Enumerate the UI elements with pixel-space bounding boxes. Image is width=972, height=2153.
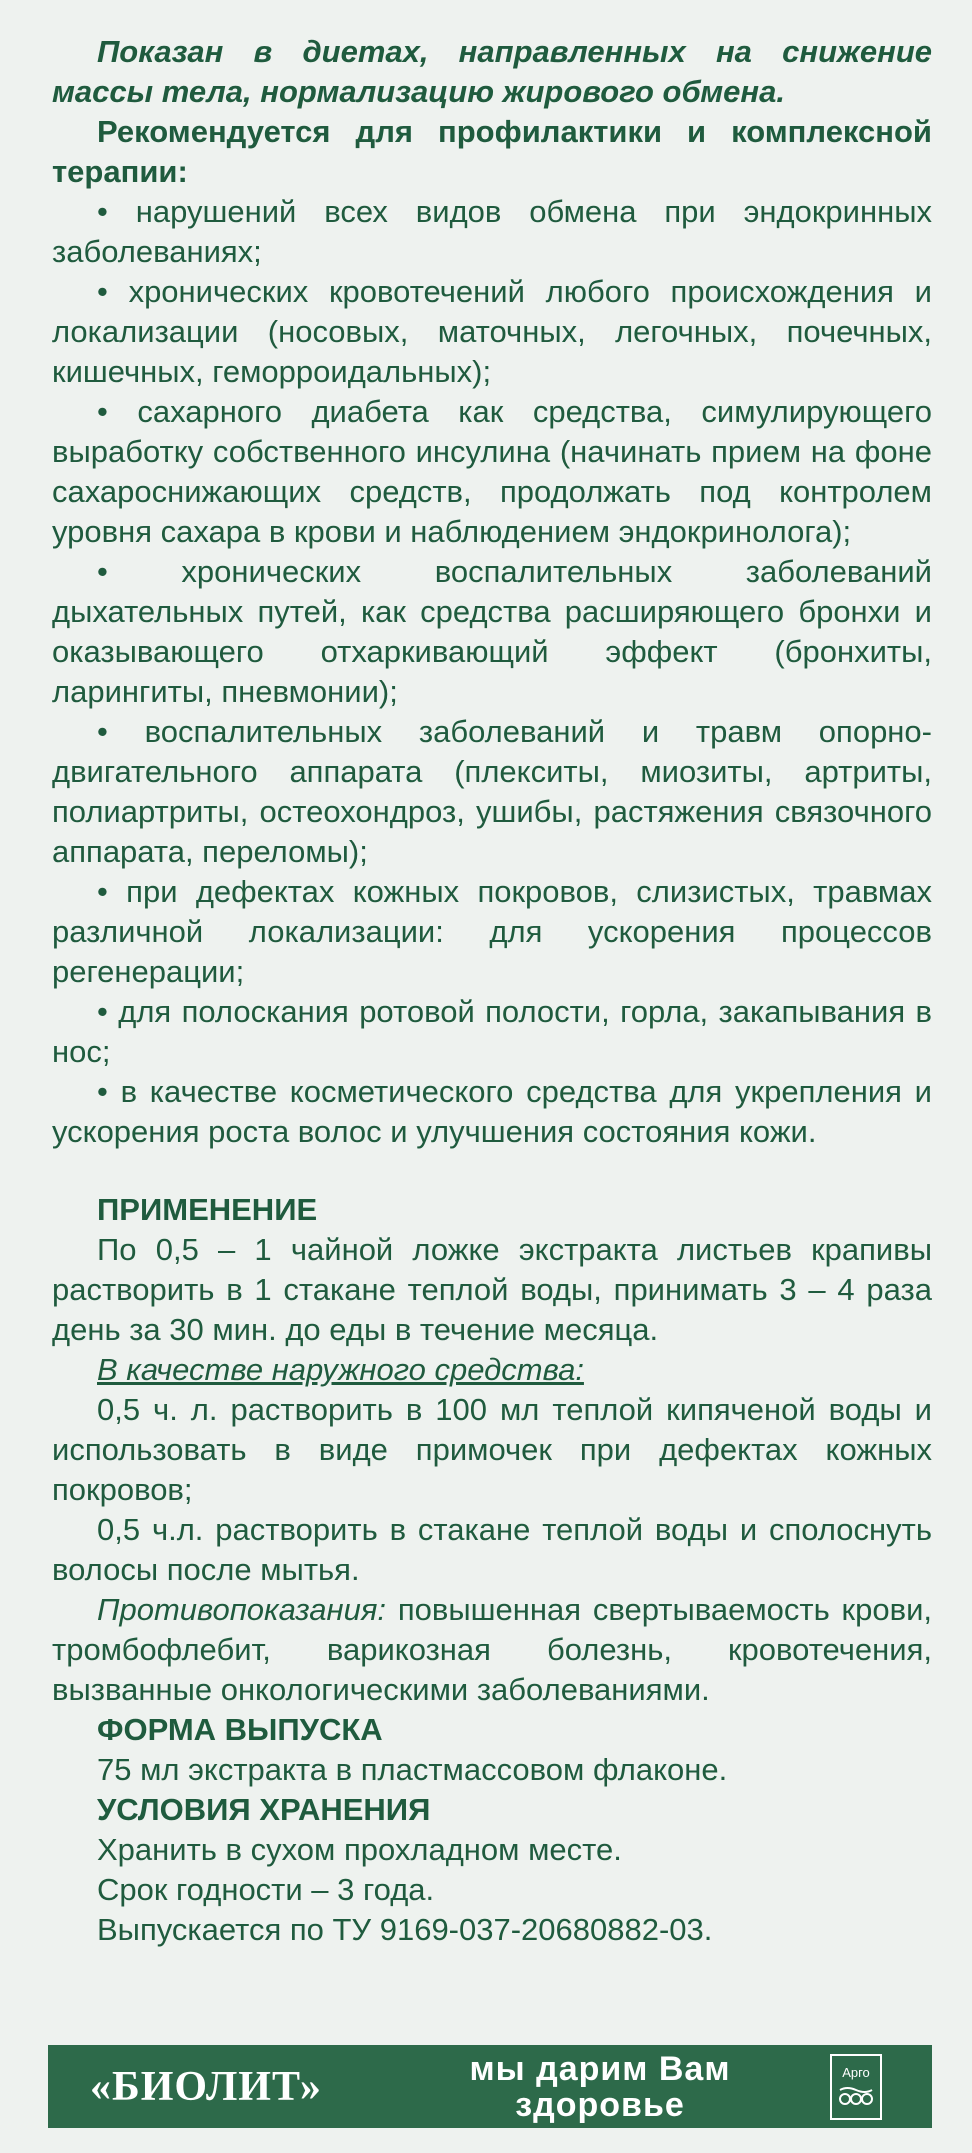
slogan	[390, 2051, 810, 2123]
recommended-heading: Рекомендуется для профилактики и комплексной терапии:	[52, 114, 932, 189]
shelf-life-line: Срок годности – 3 года.	[97, 1872, 435, 1907]
list-item: • в качестве косметического средства для укрепления и ускорения роста волос и улучшения состояния кожи.	[52, 1074, 932, 1149]
list-item: • хронических кровотечений любого происхождения и локализации (носовых, маточных, легочных, почечных, кишечных, геморроидальных);	[52, 274, 932, 389]
contraindications	[52, 1590, 932, 1710]
leaflet-text	[52, 32, 932, 1950]
form-text: 75 мл экстракта в пластмассовом флаконе.	[97, 1752, 728, 1787]
usage-heading: ПРИМЕНЕНИЕ	[97, 1192, 318, 1227]
storage-line: Хранить в сухом прохладном месте.	[97, 1832, 622, 1867]
list-item: • сахарного диабета как средства, симулирующего выработку собственного инсулина (начинать прием на фоне сахароснижающих средств, продолжать под контролем уровня сахара в крови и наблюдением эндокринолога);	[52, 394, 932, 549]
indications-list	[52, 192, 932, 1152]
section-spacer	[52, 1152, 932, 1190]
storage-heading: УСЛОВИЯ ХРАНЕНИЯ	[97, 1792, 431, 1827]
external-use-1: 0,5 ч. л. растворить в 100 мл теплой кипяченой воды и использовать в виде примочек при дефектах кожных покровов;	[52, 1392, 932, 1507]
list-item: • нарушений всех видов обмена при эндокринных заболеваниях;	[52, 194, 932, 269]
diet-indication: Показан в диетах, направленных на снижение массы тела, нормализацию жирового обмена.	[52, 34, 932, 109]
argo-logo-text: Арго	[842, 2064, 870, 2080]
list-item: • воспалительных заболеваний и травм опорно-двигательного аппарата (плекситы, миозиты, артриты, полиартриты, остеохондроз, ушибы, растяжения связочного аппарата, переломы);	[52, 714, 932, 869]
list-item: • для полоскания ротовой полости, горла, закапывания в нос;	[52, 994, 932, 1069]
contraindications-text: повышенная свертываемость крови, тромбофлебит, варикозная болезнь, кровотечения, вызванные онкологическими заболеваниями.	[52, 1592, 932, 1707]
usage-dose: По 0,5 – 1 чайной ложке экстракта листьев крапивы растворить в 1 стакане теплой воды, принимать 3 – 4 раза день за 30 мин. до еды в течение месяца.	[52, 1232, 932, 1347]
brand-logo: «БИОЛИТ»	[90, 2063, 322, 2110]
external-use-label: В качестве наружного средства:	[97, 1352, 584, 1387]
spec-line: Выпускается по ТУ 9169-037-20680882-03.	[97, 1912, 713, 1947]
external-use-2: 0,5 ч.л. растворить в стакане теплой воды и сполоснуть волосы после мытья.	[52, 1512, 932, 1587]
slogan-line: мы дарим Вам	[469, 2049, 731, 2088]
footer-banner	[48, 2045, 932, 2128]
contraindications-label: Противопоказания:	[97, 1592, 387, 1627]
argo-wave-icon	[838, 2084, 874, 2108]
form-heading: ФОРМА ВЫПУСКА	[97, 1712, 383, 1747]
argo-logo	[830, 2054, 882, 2120]
slogan-line: здоровье	[515, 2085, 685, 2124]
list-item: • при дефектах кожных покровов, слизистых, травмах различной локализации: для ускорения процессов регенерации;	[52, 874, 932, 989]
list-item: • хронических воспалительных заболеваний дыхательных путей, как средства расширяющего бронхи и оказывающего отхаркивающий эффект (бронхиты, ларингиты, пневмонии);	[52, 554, 932, 709]
